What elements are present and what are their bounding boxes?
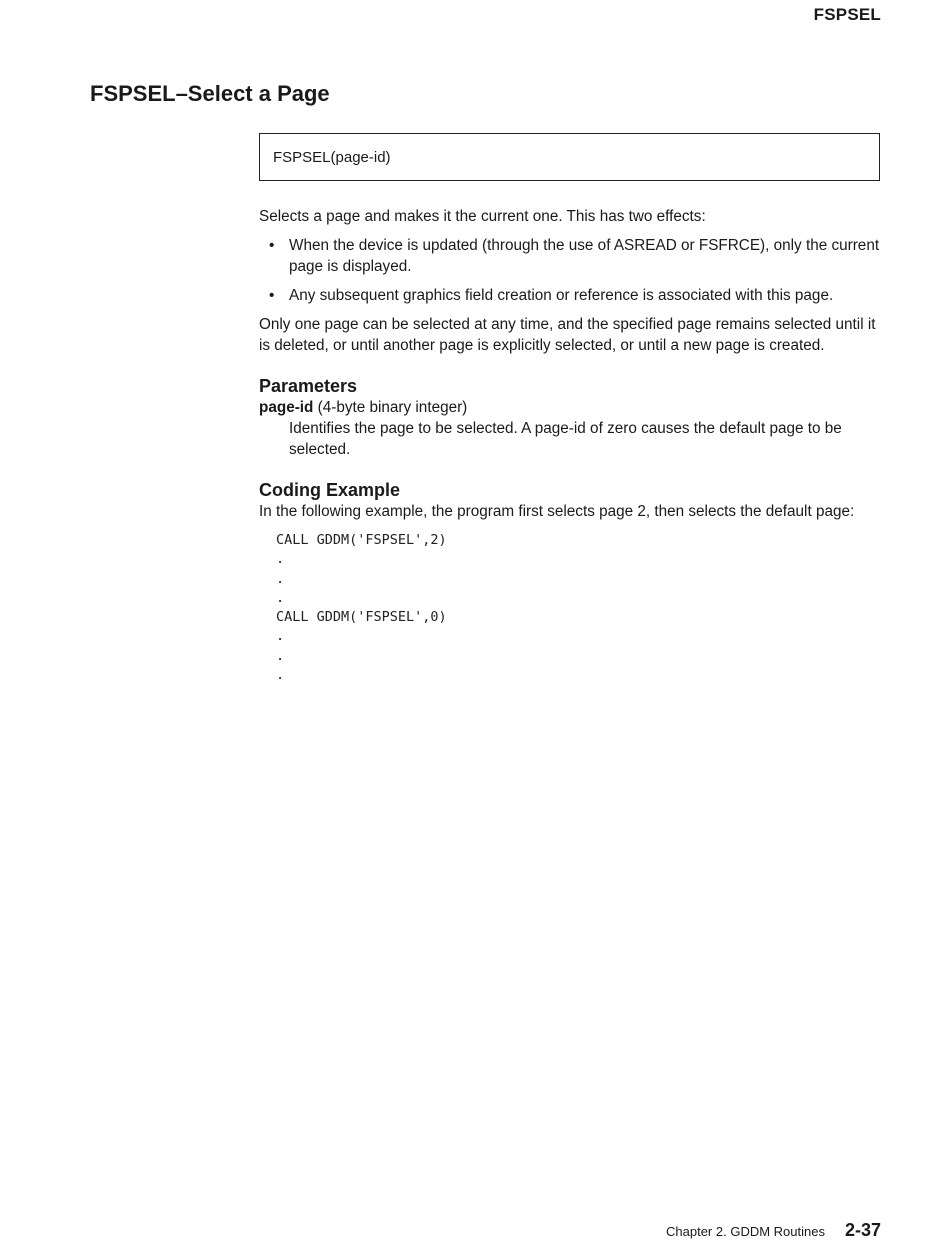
page-footer: [666, 1220, 881, 1241]
running-head: FSPSEL: [813, 5, 881, 24]
code-block: CALL GDDM('FSPSEL',2) . . . CALL GDDM('FSPSEL',0) . . .: [276, 532, 447, 684]
syntax-text: FSPSEL(page-id): [273, 149, 391, 166]
bullet-icon: •: [269, 287, 275, 304]
coding-example-text: In the following example, the program first selects page 2, then selects the default page:: [259, 503, 855, 520]
page-title: FSPSEL–Select a Page: [90, 81, 330, 106]
effects-list: [259, 235, 881, 306]
intro-paragraph: Selects a page and makes it the current one. This has two effects:: [259, 208, 706, 225]
selection-note: Only one page can be selected at any time, and the specified page remains selected until it is deleted, or until another page is explicitly selected, or until a new page is created.: [259, 316, 876, 354]
coding-example-heading: Coding Example: [259, 480, 401, 500]
parameter-description: Identifies the page to be selected. A page-id of zero causes the default page to be selected.: [289, 420, 842, 458]
list-item-text: When the device is updated (through the use of ASREAD or FSFRCE), only the current page is displayed.: [289, 237, 880, 275]
syntax-box: [259, 133, 880, 181]
parameter-term: [259, 397, 881, 418]
list-item: [259, 235, 881, 277]
main-content: [259, 206, 881, 685]
list-item: [259, 285, 881, 306]
parameters-heading: Parameters: [259, 376, 358, 396]
page-number: 2-37: [844, 1220, 881, 1240]
parameter-type: (4-byte binary integer): [317, 399, 468, 416]
bullet-icon: •: [269, 237, 275, 254]
parameter-name: page-id: [259, 399, 314, 416]
footer-chapter: Chapter 2. GDDM Routines: [666, 1224, 825, 1239]
list-item-text: Any subsequent graphics field creation or reference is associated with this page.: [289, 287, 834, 304]
